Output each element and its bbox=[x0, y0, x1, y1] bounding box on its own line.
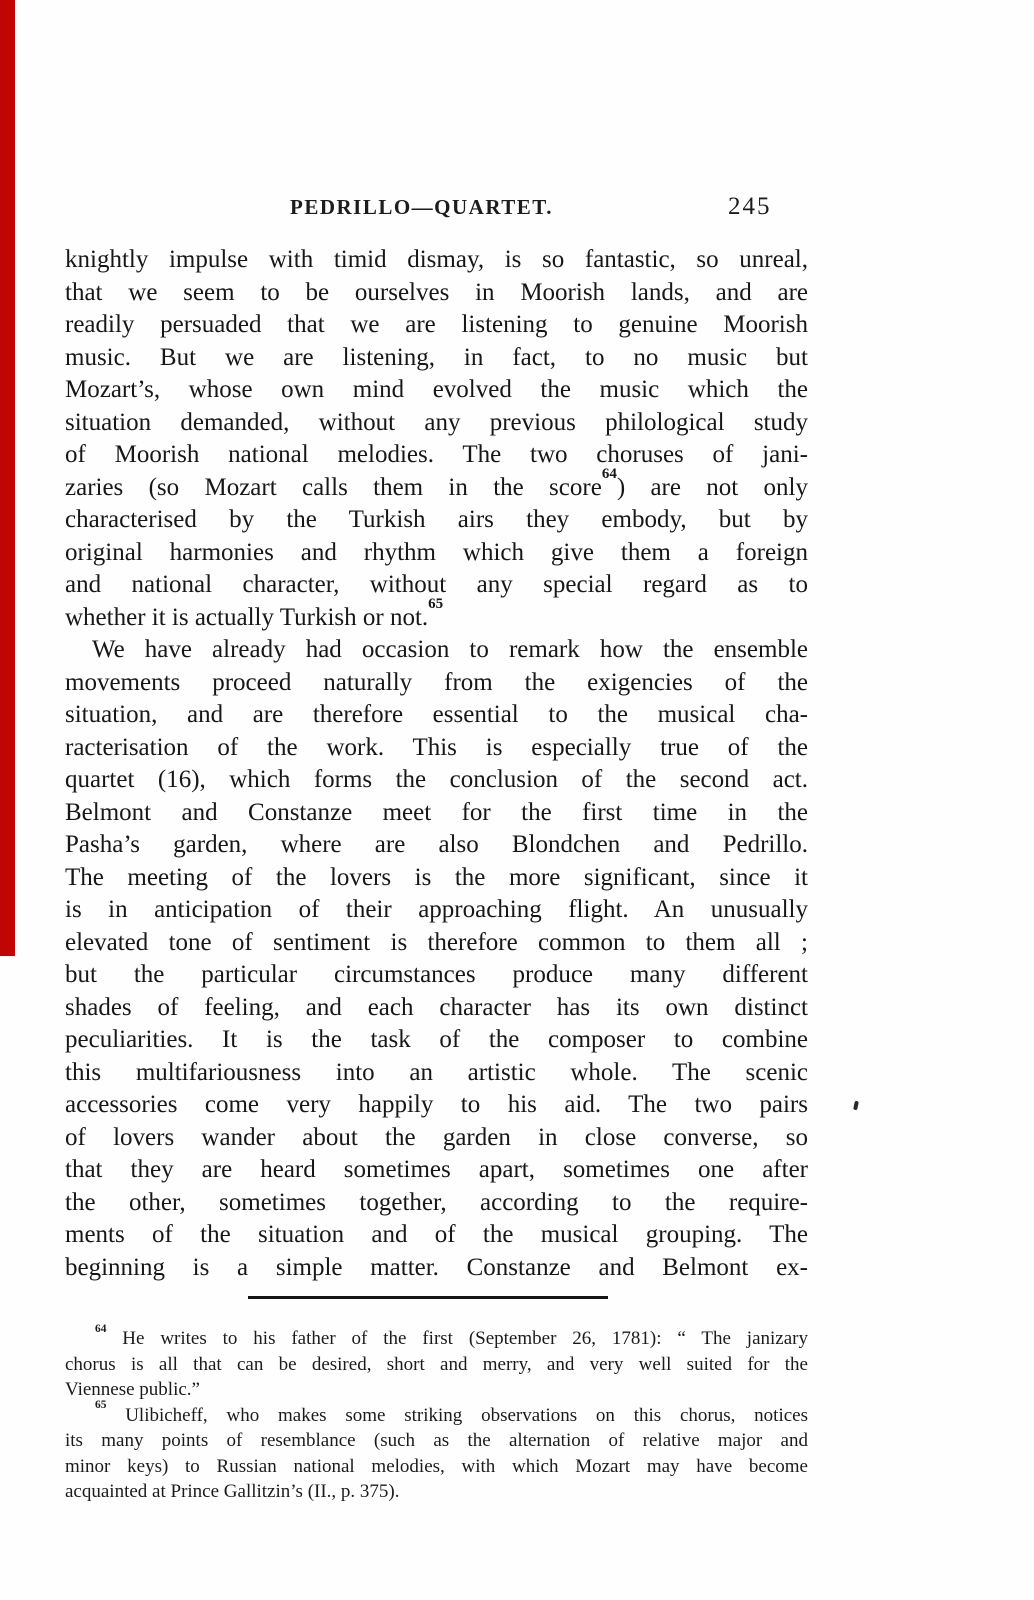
text-line: racterisation of the work. This is especially true of the bbox=[65, 733, 808, 761]
text-line: Belmont and Constanze meet for the first time in the bbox=[65, 798, 808, 826]
footnote-separator-rule bbox=[248, 1296, 608, 1299]
running-header bbox=[65, 193, 808, 223]
text-line: peculiarities. It is the task of the composer to combine bbox=[65, 1026, 808, 1053]
text-line: movements proceed naturally from the exigencies of the bbox=[65, 668, 808, 696]
text-line: that they are heard sometimes apart, sometimes one after bbox=[65, 1156, 808, 1183]
text-line: music. But we are listening, in fact, to no music but bbox=[65, 343, 808, 371]
text-line: minor keys) to Russian national melodies, with which Mozart may have become bbox=[65, 1455, 808, 1477]
text-line: situation, and are therefore essential to the musical cha- bbox=[65, 701, 808, 728]
page-number: 245 bbox=[728, 193, 772, 220]
text-line: that we seem to be ourselves in Moorish lands, and are bbox=[65, 278, 808, 306]
text-line: shades of feeling, and each character has its own distinct bbox=[65, 993, 808, 1021]
text-line: ments of the situation and of the musical grouping. The bbox=[65, 1221, 808, 1248]
text-line: of Moorish national melodies. The two choruses of jani- bbox=[65, 441, 808, 468]
text-line: $^{65}$ Ulibicheff, who makes some striking observations on this chorus, notices bbox=[95, 1399, 808, 1426]
text-line: elevated tone of sentiment is therefore common to them all ; bbox=[65, 928, 808, 956]
text-line: quartet (16), which forms the conclusion of the second act. bbox=[65, 766, 808, 793]
scan-edge-red-bar bbox=[0, 0, 15, 956]
text-line: zaries (so Mozart calls them in the score$^{64}$) are not only bbox=[65, 466, 809, 501]
text-line: Viennese public.” bbox=[65, 1379, 200, 1400]
text-line: this multifariousness into an artistic whole. The scenic bbox=[65, 1058, 808, 1086]
text-line: its many points of resemblance (such as the alternation of relative major and bbox=[65, 1430, 808, 1451]
footnotes bbox=[65, 1322, 808, 1505]
text-line: of lovers wander about the garden in close converse, so bbox=[65, 1123, 808, 1151]
text-line: $^{64}$ He writes to his father of the first (September 26, 1781): “ The janizary bbox=[95, 1322, 808, 1349]
text-line: readily persuaded that we are listening to genuine Moorish bbox=[65, 311, 808, 338]
text-line: We have already had occasion to remark how the ensemble bbox=[92, 636, 808, 663]
text-line: but the particular circumstances produce many different bbox=[65, 961, 808, 988]
scan-speck bbox=[853, 1101, 859, 1111]
body-text bbox=[65, 244, 808, 1284]
running-header-title: PEDRILLO—QUARTET. bbox=[290, 195, 553, 219]
text-line: The meeting of the lovers is the more significant, since it bbox=[65, 863, 808, 891]
text-line: original harmonies and rhythm which give them a foreign bbox=[65, 538, 808, 566]
text-line: whether it is actually Turkish or not.$^{65}$ bbox=[65, 596, 444, 631]
text-line: knightly impulse with timid dismay, is so fantastic, so unreal, bbox=[65, 246, 808, 273]
text-line: the other, sometimes together, according to the require- bbox=[65, 1188, 808, 1216]
text-line: accessories come very happily to his aid. The two pairs bbox=[65, 1091, 808, 1118]
text-line: beginning is a simple matter. Constanze and Belmont ex- bbox=[65, 1253, 808, 1281]
text-line: acquainted at Prince Gallitzin’s (II., p. 375). bbox=[65, 1481, 400, 1502]
text-line: situation demanded, without any previous philological study bbox=[65, 408, 808, 436]
text-line: chorus is all that can be desired, short and merry, and very well suited for the bbox=[65, 1353, 808, 1375]
text-line: Mozart’s, whose own mind evolved the music which the bbox=[65, 376, 808, 403]
text-line: characterised by the Turkish airs they embody, but by bbox=[65, 506, 808, 533]
text-line: and national character, without any special regard as to bbox=[65, 571, 808, 598]
text-line: is in anticipation of their approaching flight. An unusually bbox=[65, 896, 808, 923]
text-line: Pasha’s garden, where are also Blondchen and Pedrillo. bbox=[65, 831, 808, 858]
